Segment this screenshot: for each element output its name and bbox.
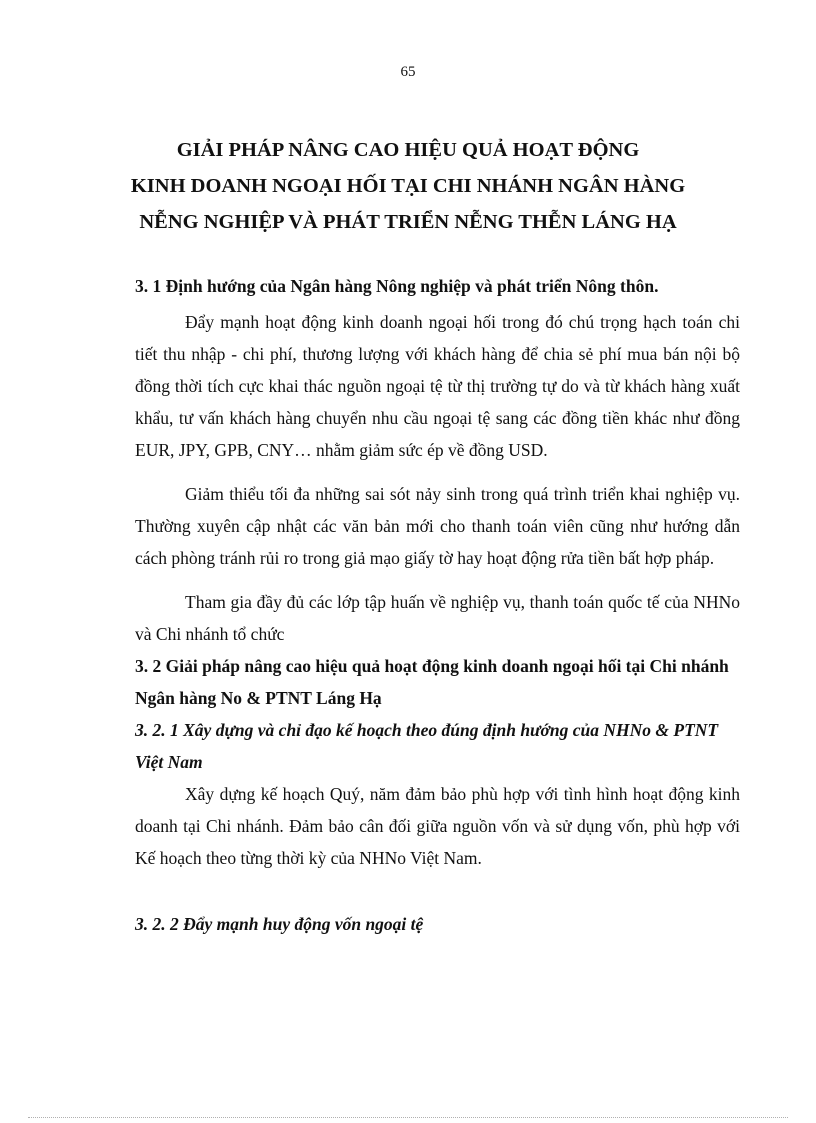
title-line-3: NỄNG NGHIỆP VÀ PHÁT TRIỂN NỄNG THỄN LÁNG HẠ <box>139 211 677 233</box>
section-3-1-paragraph-1: Đẩy mạnh hoạt động kinh doanh ngoại hối trong đó chú trọng hạch toán chi tiết thu nhập - chi phí, thương lượng với khách hàng để chia sẻ phí mua bán nội bộ đồng thời tích cực khai thác nguồn ngoại tệ từ thị trường tự do và từ khách hàng xuất khẩu, tư vấn khách hàng chuyển nhu cầu ngoại tệ sang các đồng tiền khác như đồng EUR, JPY, GPB, CNY… nhằm giảm sức ép về đồng USD. <box>135 312 740 460</box>
title-line-2: KINH DOANH NGOẠI HỐI TẠI CHI NHÁNH NGÂN HÀNG <box>130 175 686 197</box>
section-3-1-paragraph-3: Tham gia đầy đủ các lớp tập huấn về nghiệp vụ, thanh toán quốc tế của NHNo và Chi nhánh tổ chức <box>135 592 740 644</box>
section-3-1-heading: 3. 1 Định hướng của Ngân hàng Nông nghiệp và phát triển Nông thôn. <box>135 276 659 296</box>
page-number: 65 <box>400 64 416 80</box>
section-3-2-1-paragraph: Xây dựng kế hoạch Quý, năm đảm bảo phù hợp với tình hình hoạt động kinh doanh tại Chi nhánh. Đảm bảo cân đối giữa nguồn vốn và sử dụng vốn, phù hợp với Kế hoạch theo từng thời kỳ của NHNo Việt Nam. <box>135 784 740 868</box>
document-body <box>135 270 740 940</box>
title-line-1: GIẢI PHÁP NÂNG CAO HIỆU QUẢ HOẠT ĐỘNG <box>176 139 640 161</box>
section-3-2-heading: 3. 2 Giải pháp nâng cao hiệu quả hoạt động kinh doanh ngoại hối tại Chi nhánh Ngân hàng No & PTNT Láng Hạ <box>135 656 729 708</box>
footer-divider <box>28 1117 788 1118</box>
section-3-1-paragraph-2: Giảm thiểu tối đa những sai sót nảy sinh trong quá trình triển khai nghiệp vụ. Thường xuyên cập nhật các văn bản mới cho thanh toán viên cũng như hướng dẫn cách phòng tránh rủi ro trong giả mạo giấy tờ hay hoạt động rửa tiền bất hợp pháp. <box>135 484 740 568</box>
document-title <box>110 132 706 240</box>
section-3-2-1-heading: 3. 2. 1 Xây dựng và chỉ đạo kế hoạch theo đúng định hướng của NHNo & PTNT Việt Nam <box>135 720 719 772</box>
section-3-2-2-heading: 3. 2. 2 Đẩy mạnh huy động vốn ngoại tệ <box>135 914 424 934</box>
